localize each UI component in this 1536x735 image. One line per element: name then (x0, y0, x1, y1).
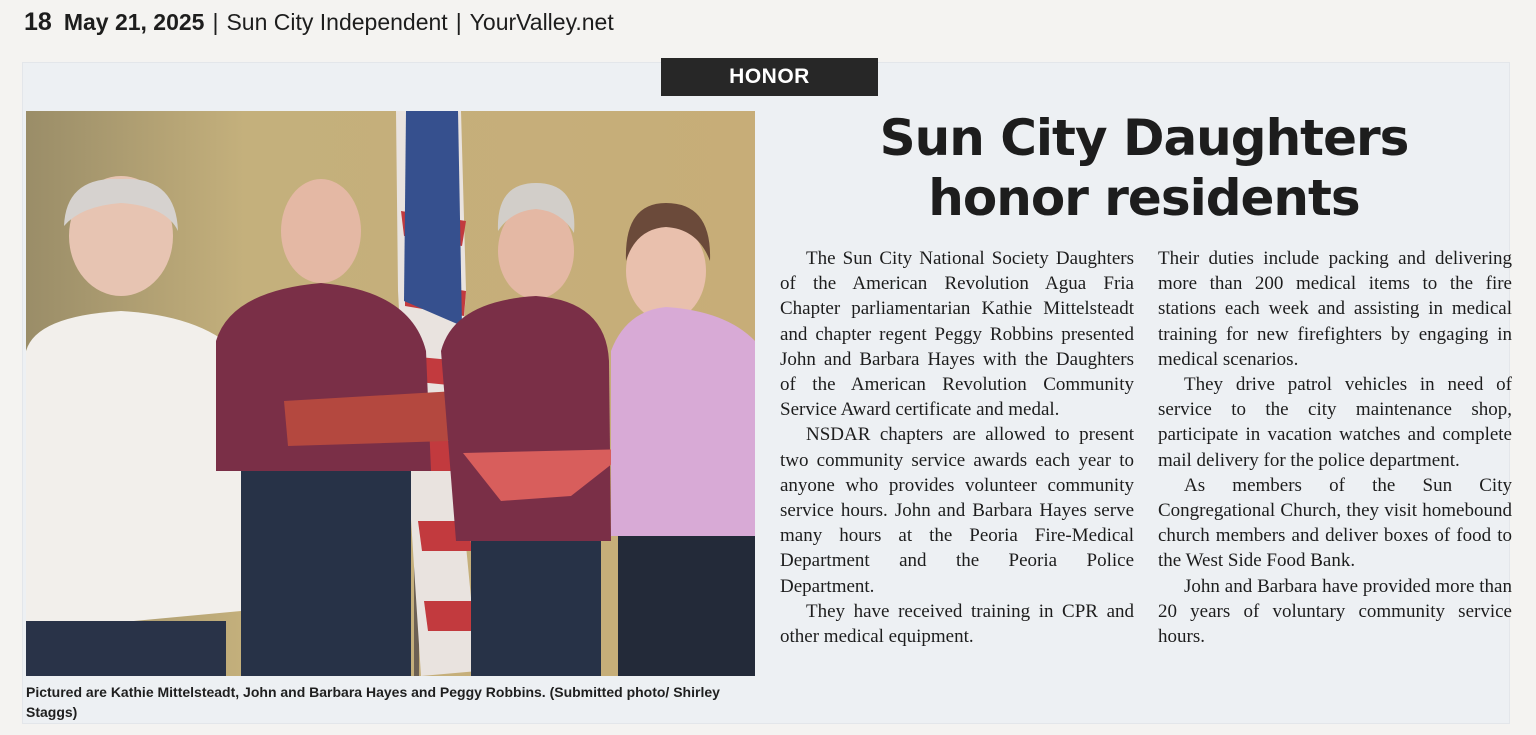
headline-line-1: Sun City Daughters (879, 109, 1409, 167)
website-name: YourValley.net (469, 9, 614, 35)
masthead (24, 8, 614, 42)
issue-date: May 21, 2025 (63, 9, 205, 35)
paragraph: Their duties include packing and delivering more than 200 medical items to the fire stations each week and assisting in medical training for new firefighters by engaging in medical scenarios. (1158, 248, 1512, 370)
article-column-2 (1158, 246, 1512, 649)
headline-line-2: honor residents (928, 169, 1360, 227)
paragraph: As members of the Sun City Congregational Church, they visit homebound church members and deliver boxes of food to the West Side Food Bank. (1158, 474, 1512, 572)
group-photo-image (26, 111, 755, 676)
paragraph: They drive patrol vehicles in need of service to the city maintenance shop, participate in vacation watches and complete mail delivery for the police department. (1158, 374, 1512, 471)
paragraph: They have received training in CPR and other medical equipment. (780, 600, 1134, 648)
photo-caption: Pictured are Kathie Mittelsteadt, John and Barbara Hayes and Peggy Robbins. (Submitted photo/ Shirley Staggs) (26, 684, 720, 720)
article-column-1 (780, 246, 1134, 649)
paragraph: NSDAR chapters are allowed to present two community service awards each year to anyone who provides volunteer community service hours. John and Barbara Hayes serve many hours at the Peoria Fire-Medical Department and the Peoria Police Department. (780, 424, 1134, 597)
paragraph: The Sun City National Society Daughters of the American Revolution Agua Fria Chapter parliamentarian Kathie Mittelsteadt and chapter regent Peggy Robbins presented John and Barbara Hayes with the Daughters of the American Revolution Community Service Award certificate and medal. (780, 248, 1134, 421)
masthead-separator: | (455, 9, 462, 35)
paragraph: John and Barbara have provided more than 20 years of voluntary community service hours. (1158, 575, 1512, 648)
newspaper-name: Sun City Independent (226, 9, 448, 35)
page-number: 18 (24, 8, 52, 36)
masthead-separator: | (212, 9, 219, 35)
section-label: HONOR (661, 58, 878, 96)
article-headline (780, 108, 1508, 228)
